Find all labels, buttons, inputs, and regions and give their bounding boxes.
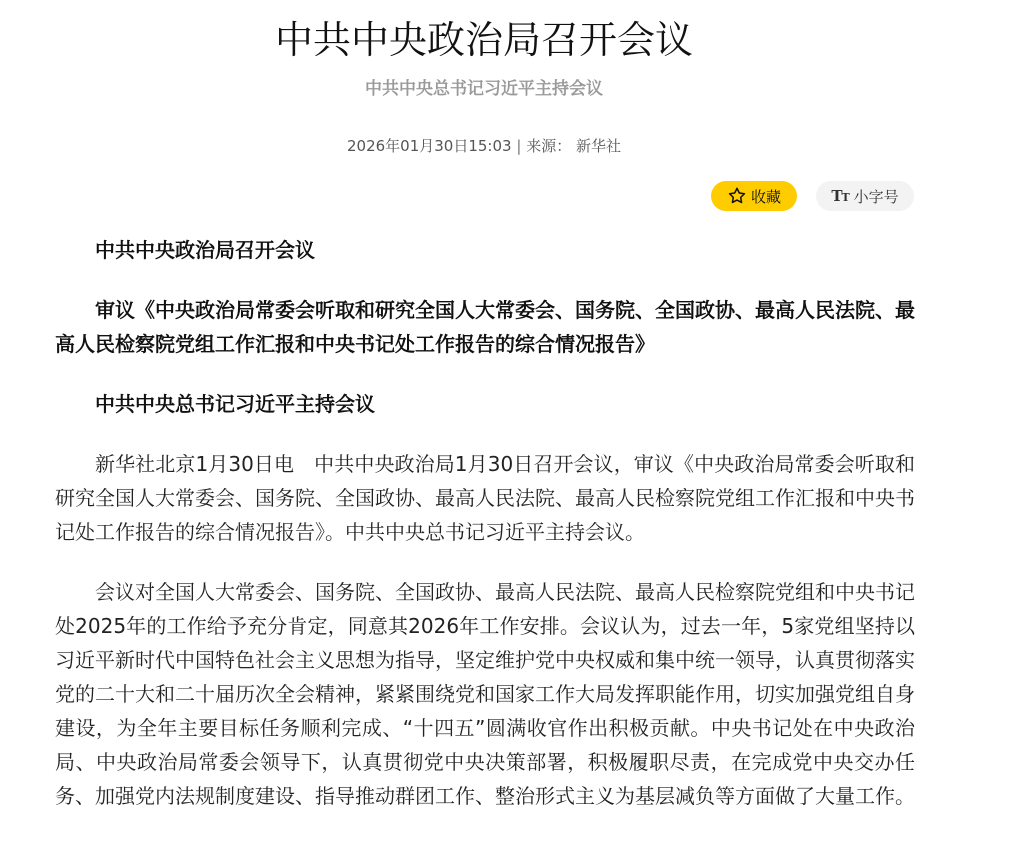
- font-size-button[interactable]: [816, 181, 914, 211]
- source-label: 来源：: [526, 137, 572, 155]
- source-name: 新华社: [575, 137, 621, 155]
- article-toolbar: [0, 181, 968, 211]
- body-paragraph-1: 新华社北京1月30日电 中共中央政治局1月30日召开会议，审议《中央政治局常委会听取和研究全国人大常委会、国务院、全国政协、最高人民法院、最高人民检察院党组工作汇报和中央书记处工作报告的综合情况报告》。中共中央总书记习近平主持会议。: [55, 452, 915, 544]
- font-size-label: 小字号: [853, 187, 899, 206]
- article-meta: [0, 134, 968, 158]
- article-subtitle: 中共中央总书记习近平主持会议: [365, 79, 603, 99]
- favorite-button[interactable]: [711, 181, 797, 211]
- body-paragraph-2: 会议对全国人大常委会、国务院、全国政协、最高人民法院、最高人民检察院党组和中央书记处2025年的工作给予充分肯定，同意其2026年工作安排。会议认为，过去一年，5家党组坚持以习近平新时代中国特色社会主义思想为指导，坚定维护党中央权威和集中统一领导，认真贯彻落实党的二十大和二十届历次全会精神，紧紧围绕党和国家工作大局发挥职能作用，切实加强党组自身建设，为全年主要目标任务顺利完成、“十四五”圆满收官作出积极贡献。中央书记处在中央政治局、中央政治局常委会领导下，认真贯彻党中央决策部署，积极履职尽责，在完成党中央交办任务、加强党内法规制度建设、指导推动群团工作、整治形式主义为基层减负等方面做了大量工作。: [55, 580, 915, 808]
- body-heading-3: 中共中央总书记习近平主持会议: [95, 392, 375, 416]
- body-heading-2: 审议《中央政治局常委会听取和研究全国人大常委会、国务院、全国政协、最高人民法院、最高人民检察院党组工作汇报和中央书记处工作报告的综合情况报告》: [55, 298, 915, 356]
- publish-datetime: 2026年01月30日15:03: [346, 137, 512, 155]
- article-title: 中共中央政治局召开会议: [274, 18, 693, 62]
- star-icon: [727, 186, 747, 206]
- favorite-label: 收藏: [750, 187, 781, 206]
- body-heading-1: 中共中央政治局召开会议: [95, 238, 315, 262]
- article-body: [55, 233, 915, 813]
- font-size-icon: TT: [831, 187, 849, 205]
- meta-separator: |: [516, 137, 522, 155]
